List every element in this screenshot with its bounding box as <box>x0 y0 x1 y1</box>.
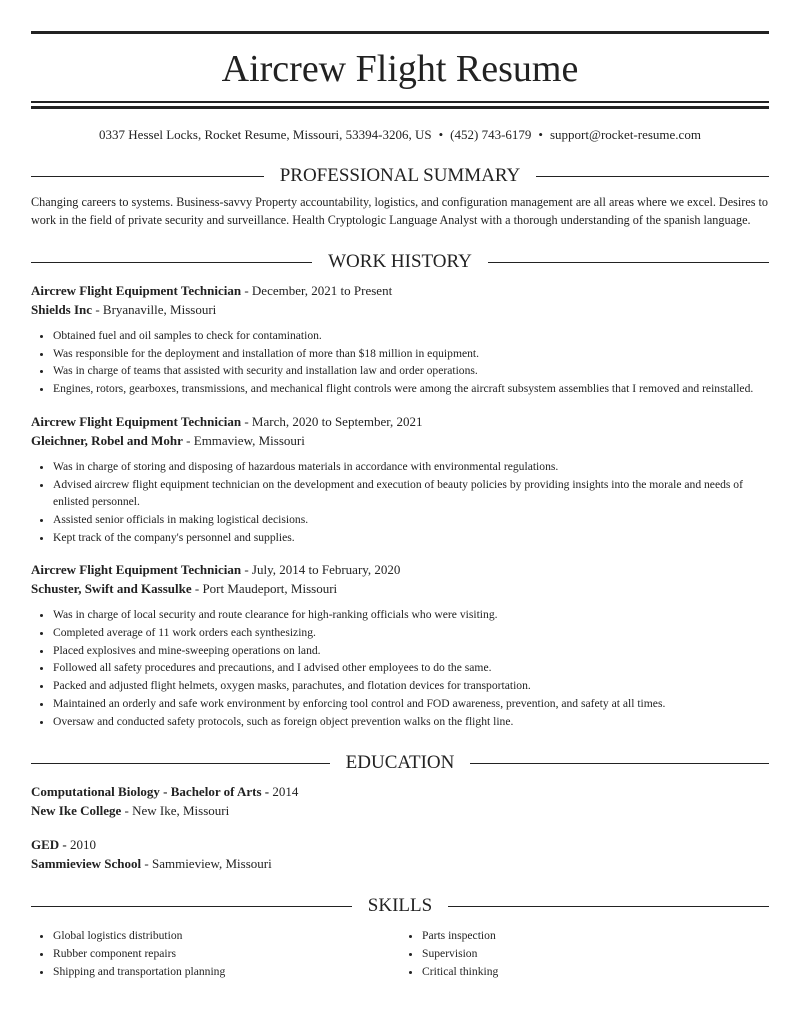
section-header-summary <box>31 163 769 189</box>
education-list <box>31 782 769 873</box>
company-name: Schuster, Swift and Kassulke <box>31 581 192 597</box>
company-line <box>31 300 769 319</box>
section-header-education <box>31 750 769 776</box>
section-title: WORK HISTORY <box>328 251 472 272</box>
summary-text: Changing careers to systems. Business-savvy Property accountability, logistics, and configuration management are all areas where we excel. Desires to work in the field of private security and surveillance. Health Cryptologic Language Analyst with a thorough understanding of the spanish language. <box>31 195 769 227</box>
job-entry <box>31 560 769 730</box>
degree: Computational Biology - Bachelor of Arts - <box>31 784 270 800</box>
school-line <box>31 801 769 820</box>
skill-item: • Shipping and transportation planning <box>53 963 400 981</box>
job-title-line <box>31 281 769 300</box>
school: Sammieview School <box>31 856 142 872</box>
section-title: PROFESSIONAL SUMMARY <box>279 165 521 186</box>
skill-item: • Supervision <box>422 945 769 963</box>
bullet-item: • Placed explosives and mine-sweeping operations on land. <box>53 642 769 660</box>
job-title-line <box>31 560 769 579</box>
year: 2014 <box>269 784 299 800</box>
school: New Ike College <box>31 803 122 819</box>
resume-title: Aircrew Flight Resume <box>221 48 579 90</box>
degree-line <box>31 835 769 854</box>
bullet-item: • Assisted senior officials in making logistical decisions. <box>53 511 769 529</box>
skills-list <box>31 927 769 980</box>
bullet-item: • Was responsible for the deployment and installation of more than $18 million in equipment. <box>53 345 769 363</box>
separator: • <box>438 127 444 142</box>
bullet-item: • Was in charge of local security and route clearance for high-ranking officials who were visiting. <box>53 606 769 624</box>
job-entry <box>31 412 769 547</box>
skills-column-left <box>31 927 400 980</box>
company-location: - Port Maudeport, Missouri <box>191 581 338 597</box>
skills-column-right <box>400 927 769 980</box>
school-location: - Sammieview, Missouri <box>141 856 272 872</box>
skill-item: • Global logistics distribution <box>53 927 400 945</box>
job-title: Aircrew Flight Equipment Technician <box>31 413 242 429</box>
job-dates: - December, 2021 to Present <box>241 283 393 298</box>
divider <box>31 106 769 109</box>
work-history <box>31 281 769 730</box>
job-title-line <box>31 412 769 431</box>
company-location: - Emmaview, Missouri <box>182 432 305 448</box>
degree-line <box>31 782 769 801</box>
skill-item: • Parts inspection <box>422 927 769 945</box>
resume <box>31 0 769 980</box>
bullet-item: • Maintained an orderly and safe work environment by enforcing tool control and FOD awareness, prevention, and safety at all times. <box>53 695 769 713</box>
bullet-item: • Oversaw and conducted safety protocols, such as foreign object prevention walks on the flight line. <box>53 713 769 731</box>
section-header-work <box>31 249 769 275</box>
phone: (452) 743-6179 <box>450 127 532 142</box>
education-entry <box>31 782 769 820</box>
job-bullets <box>31 458 769 547</box>
bullet-item: • Completed average of 11 work orders each synthesizing. <box>53 624 769 642</box>
bullet-item: • Was in charge of storing and disposing of hazardous materials in accordance with environmental regulations. <box>53 458 769 476</box>
section-title: EDUCATION <box>345 752 455 774</box>
divider <box>31 101 769 103</box>
company-name: Gleichner, Robel and Mohr <box>31 432 183 448</box>
year: 2010 <box>66 837 96 853</box>
section-header-skills <box>31 893 769 919</box>
bullet-item: • Advised aircrew flight equipment technician on the development and execution of beauty policies by providing insights into the morale and needs of enlisted personnel. <box>53 476 769 511</box>
address: 0337 Hessel Locks, Rocket Resume, Missouri, 53394-3206, US <box>99 127 432 142</box>
job-bullets <box>31 606 769 730</box>
company-name: Shields Inc <box>31 302 93 317</box>
company-location: - Bryanaville, Missouri <box>92 302 217 317</box>
skill-item: • Critical thinking <box>422 963 769 981</box>
top-rule <box>31 31 769 34</box>
bullet-item: • Engines, rotors, gearboxes, transmissions, and mechanical flight controls were among the aircraft subsystem assemblies that I removed and reinstalled. <box>53 380 769 398</box>
company-line <box>31 431 769 450</box>
email: support@rocket-resume.com <box>549 127 701 142</box>
school-line <box>31 854 769 873</box>
education-entry <box>31 835 769 873</box>
company-line <box>31 579 769 598</box>
bullet-item: • Followed all safety procedures and precautions, and I advised other employees to do the same. <box>53 659 769 677</box>
section-title: SKILLS <box>367 895 433 917</box>
degree: GED - <box>31 837 67 853</box>
school-location: - New Ike, Missouri <box>121 803 230 819</box>
bullet-item: • Obtained fuel and oil samples to check for contamination. <box>53 327 769 345</box>
bullet-item: • Kept track of the company's personnel and supplies. <box>53 529 769 547</box>
job-bullets <box>31 327 769 398</box>
contact-line <box>31 127 769 143</box>
job-dates: - July, 2014 to February, 2020 <box>241 562 401 578</box>
bullet-item: • Was in charge of teams that assisted with security and installation law and order operations. <box>53 362 769 380</box>
job-dates: - March, 2020 to September, 2021 <box>241 413 423 429</box>
separator: • <box>538 127 543 142</box>
job-title: Aircrew Flight Equipment Technician <box>31 562 242 578</box>
skill-item: • Rubber component repairs <box>53 945 400 963</box>
job-entry <box>31 281 769 398</box>
job-title: Aircrew Flight Equipment Technician <box>31 283 242 298</box>
bullet-item: • Packed and adjusted flight helmets, oxygen masks, parachutes, and flotation devices for transportation. <box>53 677 769 695</box>
